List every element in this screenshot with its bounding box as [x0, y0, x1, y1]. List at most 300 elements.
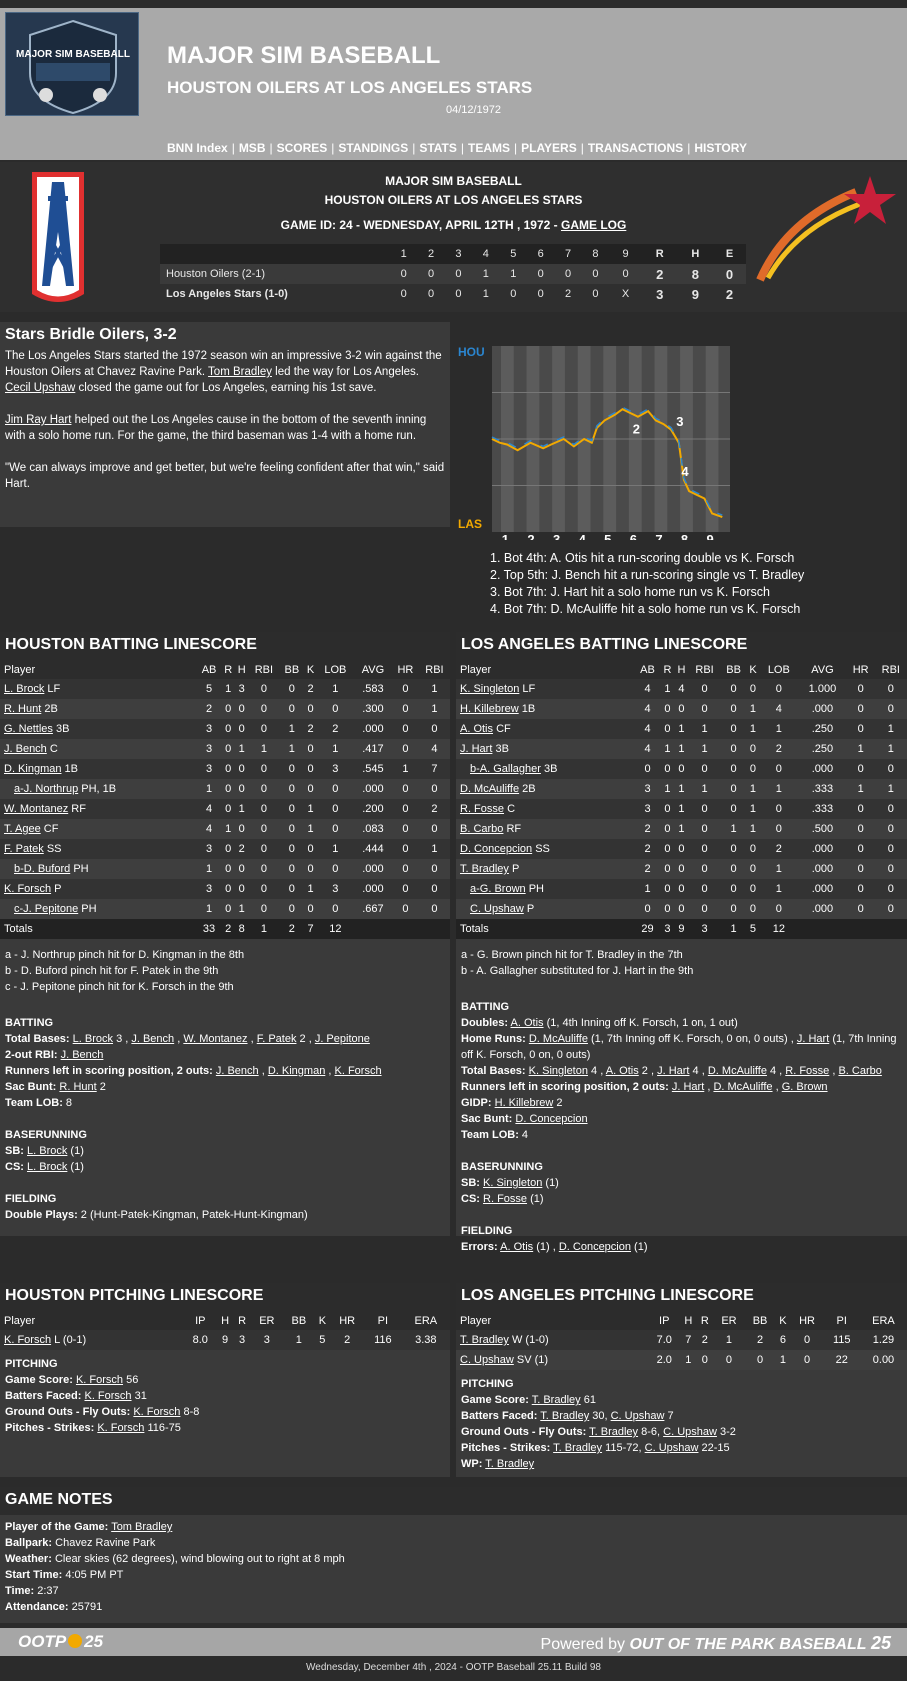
- player-link[interactable]: T. Bradley: [460, 863, 509, 875]
- stat-cell: 4: [674, 679, 688, 699]
- player-link[interactable]: C. Upshaw: [470, 903, 524, 915]
- stat-cell: 0: [674, 699, 688, 719]
- stat-cell: 0: [660, 899, 674, 919]
- stat-cell: 0: [875, 839, 907, 859]
- player-link[interactable]: B. Carbo: [838, 1065, 882, 1077]
- player-link[interactable]: b-D. Buford: [14, 863, 71, 875]
- game-log-link[interactable]: GAME LOG: [560, 218, 627, 232]
- column-header: K: [304, 660, 316, 679]
- stat-cell: 0: [674, 759, 688, 779]
- stat-cell: 1: [759, 859, 798, 879]
- stat-cell: 0: [419, 899, 450, 919]
- section-title: HOUSTON PITCHING LINESCORE: [0, 1283, 450, 1311]
- stat-cell: 0: [721, 799, 747, 819]
- player-link[interactable]: T. Bradley: [531, 1394, 581, 1406]
- nav-separator: |: [580, 141, 584, 155]
- player-link[interactable]: K. Forsch: [97, 1422, 145, 1434]
- stat-cell: 0: [304, 699, 316, 719]
- stat-cell: 0: [392, 679, 419, 699]
- player-link[interactable]: K. Singleton: [460, 683, 520, 695]
- player-link[interactable]: C. Upshaw: [610, 1410, 665, 1422]
- nav-separator: |: [269, 141, 273, 155]
- stat-cell: 0: [221, 779, 234, 799]
- stat-cell: 0: [279, 699, 304, 719]
- stat-cell: 0: [688, 839, 720, 859]
- stat-cell: 3: [235, 679, 248, 699]
- stat-cell: 0: [660, 859, 674, 879]
- stat-cell: 9: [217, 1330, 234, 1350]
- player-link[interactable]: A. Otis: [510, 1017, 544, 1029]
- inning-header: 5: [510, 248, 517, 260]
- player-link[interactable]: A. Otis: [500, 1241, 534, 1253]
- sub-note: a - J. Northrup pinch hit for D. Kingman in the 8th: [5, 949, 245, 961]
- inning-runs: 0: [455, 268, 462, 280]
- position: LF: [522, 683, 536, 695]
- stat-cell: 1: [875, 779, 907, 799]
- player-link[interactable]: K. Forsch: [334, 1065, 382, 1077]
- player-link[interactable]: R. Fosse: [785, 1065, 830, 1077]
- nav-transactions[interactable]: TRANSACTIONS: [587, 141, 684, 155]
- stat-cell: 0: [221, 759, 234, 779]
- stat-cell: 0: [419, 719, 450, 739]
- table-row: [0, 899, 450, 919]
- stat-cell: 0: [304, 899, 316, 919]
- stat-cell: 5: [197, 679, 222, 699]
- stat-cell: 1: [674, 719, 688, 739]
- player-link[interactable]: J. Hart: [460, 743, 493, 755]
- player-link[interactable]: D. Concepcion: [515, 1113, 588, 1125]
- player-link[interactable]: D. McAuliffe: [707, 1065, 767, 1077]
- inning-header: R: [655, 248, 664, 260]
- player-link[interactable]: H. Killebrew: [460, 703, 519, 715]
- player-link[interactable]: F. Patek: [256, 1033, 297, 1045]
- player-link[interactable]: T. Bradley: [589, 1426, 639, 1438]
- league-logo[interactable]: [5, 12, 139, 116]
- player-link[interactable]: W. Montanez: [4, 803, 69, 815]
- player-link[interactable]: J. Bench: [60, 1049, 104, 1061]
- stat-cell: 1: [235, 899, 248, 919]
- player-link[interactable]: D. Kingman: [267, 1065, 326, 1077]
- stat-cell: 0: [221, 899, 234, 919]
- player-link[interactable]: Tom Bradley: [111, 1521, 173, 1533]
- stat-cell: 0: [875, 799, 907, 819]
- scoring-event: 1. Bot 4th: A. Otis hit a run-scoring double vs K. Forsch: [490, 551, 795, 565]
- stat-cell: 0: [759, 799, 798, 819]
- stat-cell: 0: [235, 879, 248, 899]
- nav-stats[interactable]: STATS: [419, 141, 457, 155]
- stat-cell: 2: [304, 719, 316, 739]
- stat-cell: .000: [798, 859, 846, 879]
- player-link[interactable]: J. Pepitone: [314, 1033, 370, 1045]
- stat-cell: 2: [759, 739, 798, 759]
- stat-cell: .200: [354, 799, 392, 819]
- player-link[interactable]: L. Brock: [72, 1033, 114, 1045]
- stat-cell: 1: [747, 719, 760, 739]
- player-link[interactable]: D. Concepcion: [460, 843, 533, 855]
- stat-cell: 1: [747, 779, 760, 799]
- stat-cell: 1: [721, 919, 747, 939]
- nav-separator: |: [514, 141, 518, 155]
- table-row: [0, 679, 450, 699]
- column-header: Player: [456, 660, 635, 679]
- stat-cell: 5: [315, 1330, 331, 1350]
- player-link[interactable]: K. Forsch: [75, 1374, 124, 1386]
- player-link[interactable]: J. Hart: [657, 1065, 690, 1077]
- inning-runs: X: [621, 288, 630, 300]
- player-link[interactable]: F. Patek: [4, 843, 44, 855]
- stat-cell: 0: [747, 679, 760, 699]
- player-link[interactable]: T. Bradley: [540, 1410, 590, 1422]
- stat-cell: 0: [392, 799, 419, 819]
- player-link[interactable]: L. Brock: [27, 1145, 68, 1157]
- player-link[interactable]: J. Bench: [131, 1033, 175, 1045]
- inning-tick: 2: [527, 532, 535, 540]
- column-header: R: [660, 660, 674, 679]
- player-link[interactable]: c-J. Pepitone: [14, 903, 79, 915]
- stat-cell: 0: [660, 819, 674, 839]
- stat-cell: 0: [721, 699, 747, 719]
- column-header: Player: [0, 1311, 184, 1330]
- stat-cell: 3: [317, 879, 354, 899]
- stat-cell: .300: [354, 699, 392, 719]
- stat-cell: 3: [317, 759, 354, 779]
- stat-cell: 0: [875, 819, 907, 839]
- stat-cell: 0: [279, 759, 304, 779]
- player-link[interactable]: D. Kingman: [4, 763, 62, 775]
- column-header: K: [775, 1311, 790, 1330]
- stat-cell: 115: [824, 1330, 860, 1350]
- linescore-table: [160, 244, 746, 304]
- player-link[interactable]: R. Fosse: [460, 803, 505, 815]
- stat-cell: 1: [875, 719, 907, 739]
- stat-cell: 1: [674, 819, 688, 839]
- stat-cell: 0: [697, 1350, 714, 1370]
- stat-cell: 0: [660, 799, 674, 819]
- stat-cell: 1: [660, 679, 674, 699]
- table-row: [0, 739, 450, 759]
- stat-cell: 1: [713, 1330, 745, 1350]
- player-link[interactable]: J. Hart: [796, 1033, 830, 1045]
- stat-cell: 0: [304, 859, 316, 879]
- ootp-logo[interactable]: OOTP 25: [18, 1632, 104, 1651]
- column-header: PI: [824, 1311, 860, 1330]
- stat-cell: 0: [279, 819, 304, 839]
- stat-cell: 2: [330, 1330, 364, 1350]
- column-header: HR: [392, 660, 419, 679]
- table-row: [456, 719, 907, 739]
- inning-header: 8: [592, 248, 599, 260]
- inning-runs: 0: [400, 268, 407, 280]
- player-link[interactable]: C. Upshaw: [663, 1426, 717, 1438]
- nav-separator: |: [331, 141, 335, 155]
- position: 1B: [521, 703, 536, 715]
- stat-cell: 0: [747, 739, 760, 759]
- stat-cell: 2.0: [648, 1350, 680, 1370]
- stat-cell: Totals: [456, 919, 635, 939]
- player-link[interactable]: G. Brown: [781, 1081, 828, 1093]
- player-link[interactable]: J. Bench: [4, 743, 47, 755]
- inning-tick: 4: [578, 532, 586, 540]
- la-batting-table: [456, 660, 907, 939]
- stat-cell: 0: [875, 699, 907, 719]
- stat-cell: 0: [660, 699, 674, 719]
- nav-players[interactable]: PLAYERS: [521, 141, 577, 155]
- player-link[interactable]: L. Brock: [4, 683, 45, 695]
- stat-cell: 1: [279, 739, 304, 759]
- stat-cell: 0: [674, 859, 688, 879]
- player-link[interactable]: W. Montanez: [183, 1033, 248, 1045]
- player-link[interactable]: R. Hunt: [59, 1081, 97, 1093]
- inning-header: H: [691, 248, 700, 260]
- player-link[interactable]: K. Singleton: [528, 1065, 588, 1077]
- stat-cell: 0: [721, 719, 747, 739]
- nav-teams[interactable]: TEAMS: [468, 141, 511, 155]
- table-row: [456, 859, 907, 879]
- stat-cell: 0: [721, 879, 747, 899]
- table-row: [456, 879, 907, 899]
- stat-cell: 0: [721, 899, 747, 919]
- stat-cell: 3: [197, 739, 222, 759]
- column-header: PI: [364, 1311, 401, 1330]
- player-link[interactable]: R. Fosse: [483, 1193, 528, 1205]
- stat-cell: 0: [317, 699, 354, 719]
- stat-cell: 0: [392, 779, 419, 799]
- stat-cell: 0: [248, 899, 279, 919]
- player-link[interactable]: C. Upshaw: [644, 1442, 699, 1454]
- stat-cell: 0: [392, 899, 419, 919]
- team-name[interactable]: Houston Oilers (2-1): [166, 268, 266, 280]
- column-header: K: [315, 1311, 331, 1330]
- player-link[interactable]: D. Concepcion: [558, 1241, 631, 1253]
- stat-cell: 4: [197, 799, 222, 819]
- stat-cell: 0: [721, 779, 747, 799]
- stat-cell: 4: [635, 679, 661, 699]
- stat-cell: 0: [221, 739, 234, 759]
- table-row: [0, 1330, 450, 1350]
- inning-header: 1: [400, 248, 407, 260]
- stat-cell: 1: [747, 819, 760, 839]
- stat-cell: 0: [248, 819, 279, 839]
- inning-runs: 0: [592, 268, 599, 280]
- stat-cell: 0: [304, 739, 316, 759]
- player-link[interactable]: K. Singleton: [483, 1177, 543, 1189]
- stat-cell: 0: [279, 899, 304, 919]
- column-header: HR: [791, 1311, 824, 1330]
- houston-pitching: [0, 1283, 450, 1477]
- stat-cell: 1: [304, 879, 316, 899]
- stat-cell: 0: [279, 859, 304, 879]
- stat-cell: 1: [721, 819, 747, 839]
- sub-note: b - D. Buford pinch hit for F. Patek in the 9th: [5, 965, 219, 977]
- stat-cell: 4: [635, 699, 661, 719]
- stat-cell: 0: [221, 719, 234, 739]
- stat-cell: 0: [248, 799, 279, 819]
- stat-cell: 0: [248, 699, 279, 719]
- stat-cell: 3: [234, 1330, 251, 1350]
- decision: SV (1): [516, 1354, 549, 1366]
- nav-history[interactable]: HISTORY: [694, 141, 747, 155]
- player-link[interactable]: T. Bradley: [553, 1442, 603, 1454]
- inning-header: 4: [482, 248, 489, 260]
- position: PH: [528, 883, 544, 895]
- story-headline: Stars Bridle Oilers, 3-2: [5, 326, 177, 343]
- stat-cell: 1: [759, 879, 798, 899]
- section-title: GAME NOTES: [0, 1487, 907, 1515]
- stat-cell: 0: [759, 759, 798, 779]
- player-link[interactable]: T. Bradley: [485, 1458, 535, 1470]
- position: SS: [535, 843, 550, 855]
- player-link[interactable]: J. Hart: [671, 1081, 705, 1093]
- player-link[interactable]: K. Forsch: [133, 1406, 181, 1418]
- stat-cell: 0: [279, 679, 304, 699]
- stat-cell: 1: [674, 799, 688, 819]
- position: LF: [47, 683, 61, 695]
- stat-cell: 0: [747, 899, 760, 919]
- stat-cell: 0: [279, 799, 304, 819]
- stat-cell: 0: [248, 679, 279, 699]
- player-link[interactable]: D. McAuliffe: [460, 783, 520, 795]
- table-row: [456, 819, 907, 839]
- nav-bnn-index[interactable]: BNN Index: [167, 141, 228, 155]
- inning-header: 6: [537, 248, 544, 260]
- inning-runs: 0: [510, 288, 517, 300]
- player-link[interactable]: K. Forsch: [4, 1334, 52, 1346]
- stat-cell: 0: [660, 719, 674, 739]
- position: 1B: [64, 763, 79, 775]
- table-row: [0, 839, 450, 859]
- table-row: [0, 879, 450, 899]
- table-row: [0, 699, 450, 719]
- player-link[interactable]: b-A. Gallagher: [470, 763, 541, 775]
- player-link[interactable]: H. Killebrew: [494, 1097, 554, 1109]
- column-header: ERA: [860, 1311, 907, 1330]
- nav-standings[interactable]: STANDINGS: [338, 141, 409, 155]
- position: CF: [43, 823, 59, 835]
- stat-cell: 0: [419, 859, 450, 879]
- page-title: MAJOR SIM BASEBALL: [167, 42, 441, 69]
- scoring-event: 3. Bot 7th: J. Hart hit a solo home run vs K. Forsch: [490, 585, 770, 599]
- stat-cell: .000: [798, 759, 846, 779]
- player-link[interactable]: Jim Ray Hart: [5, 414, 72, 426]
- inning-tick: 6: [629, 532, 637, 540]
- player-link[interactable]: Cecil Upshaw: [5, 382, 76, 394]
- player-link[interactable]: Tom Bradley: [208, 366, 272, 378]
- stat-cell: 2: [197, 699, 222, 719]
- stat-cell: 1: [759, 779, 798, 799]
- nav-scores[interactable]: SCORES: [276, 141, 328, 155]
- stat-cell: 0: [875, 879, 907, 899]
- column-header: BB: [279, 660, 304, 679]
- stat-cell: 1.000: [798, 679, 846, 699]
- stat-cell: 0: [279, 839, 304, 859]
- stat-cell: 0: [791, 1350, 824, 1370]
- position: C: [49, 743, 58, 755]
- player-link[interactable]: A. Otis: [605, 1065, 639, 1077]
- player-link[interactable]: D. McAuliffe: [713, 1081, 773, 1093]
- position: P: [54, 883, 62, 895]
- player-link[interactable]: a-J. Northrup: [14, 783, 79, 795]
- player-link[interactable]: R. Hunt: [4, 703, 42, 715]
- position: PH, 1B: [81, 783, 117, 795]
- story-body: The Los Angeles Stars started the 1972 season win an impressive 3-2 win against the Houston Oilers at Chavez Ravine Park. Tom Bradley led the way for Los Angeles. Cecil Upshaw closed the game out for Los Angeles, earning his 1st save. Jim Ray Hart helped out the Los Angeles cause in the bottom of the seventh inning with a solo home run. For the game, the third baseman was 1-4 with a home run. "We can always improve and get better, but we're feeling confident after that win," said Hart.: [5, 350, 445, 490]
- player-link[interactable]: K. Forsch: [4, 883, 52, 895]
- stat-cell: 1: [317, 739, 354, 759]
- la-batting: [456, 632, 907, 1253]
- stat-cell: 0: [248, 879, 279, 899]
- player-link[interactable]: a-G. Brown: [470, 883, 526, 895]
- event-marker: 3: [676, 413, 684, 429]
- player-link[interactable]: B. Carbo: [460, 823, 504, 835]
- nav-msb[interactable]: MSB: [238, 141, 266, 155]
- team-name[interactable]: Los Angeles Stars (1-0): [166, 288, 288, 300]
- stat-cell: .333: [798, 779, 846, 799]
- stat-cell: 0: [235, 779, 248, 799]
- stat-cell: 0: [248, 779, 279, 799]
- stat-cell: 0: [235, 819, 248, 839]
- table-row: [0, 799, 450, 819]
- houston-batting-table: [0, 660, 450, 939]
- stat-cell: 0.00: [860, 1350, 907, 1370]
- totals-row: [0, 919, 450, 939]
- inning-tick: 7: [655, 532, 663, 540]
- stat-cell: 8.0: [184, 1330, 217, 1350]
- player-link[interactable]: T. Agee: [4, 823, 41, 835]
- stat-cell: 0: [688, 759, 720, 779]
- stat-cell: 0: [419, 779, 450, 799]
- column-header: IP: [648, 1311, 680, 1330]
- player-link[interactable]: C. Upshaw: [460, 1354, 514, 1366]
- stat-cell: 2: [419, 799, 450, 819]
- stat-cell: 8: [235, 919, 248, 939]
- stat-cell: 7: [304, 919, 316, 939]
- stat-cell: .000: [354, 719, 392, 739]
- stat-cell: 4: [759, 699, 798, 719]
- stat-cell: 0: [721, 859, 747, 879]
- player-link[interactable]: G. Nettles: [4, 723, 53, 735]
- game-id: GAME ID: 24 - WEDNESDAY, APRIL 12TH , 1972 - GAME LOG: [280, 218, 627, 232]
- player-link[interactable]: T. Bradley: [460, 1334, 509, 1346]
- player-link[interactable]: J. Bench: [215, 1065, 259, 1077]
- position: PH: [73, 863, 89, 875]
- stat-cell: 1: [197, 859, 222, 879]
- position: 2B: [522, 783, 536, 795]
- stat-cell: 3: [688, 919, 720, 939]
- stat-cell: [419, 919, 450, 939]
- column-header: AVG: [798, 660, 846, 679]
- stat-cell: .000: [798, 879, 846, 899]
- player-link[interactable]: A. Otis: [460, 723, 494, 735]
- stat-cell: .000: [354, 859, 392, 879]
- inning-runs: 2: [564, 288, 572, 300]
- player-link[interactable]: K. Forsch: [84, 1390, 132, 1402]
- stat-cell: 0: [221, 839, 234, 859]
- scoreboard: [0, 162, 907, 312]
- player-link[interactable]: L. Brock: [27, 1161, 68, 1173]
- stat-cell: 0: [674, 839, 688, 859]
- position: 3B: [495, 743, 509, 755]
- stat-cell: .000: [354, 879, 392, 899]
- stat-cell: 2: [221, 919, 234, 939]
- nav-separator: |: [231, 141, 235, 155]
- inning-runs: 3: [656, 286, 664, 302]
- player-link[interactable]: D. McAuliffe: [528, 1033, 588, 1045]
- stat-cell: 1: [680, 1350, 697, 1370]
- stat-cell: 0: [392, 739, 419, 759]
- oilers-logo-icon[interactable]: [28, 168, 88, 310]
- stat-cell: 2: [635, 819, 661, 839]
- column-header: R: [697, 1311, 714, 1330]
- column-header: IP: [184, 1311, 217, 1330]
